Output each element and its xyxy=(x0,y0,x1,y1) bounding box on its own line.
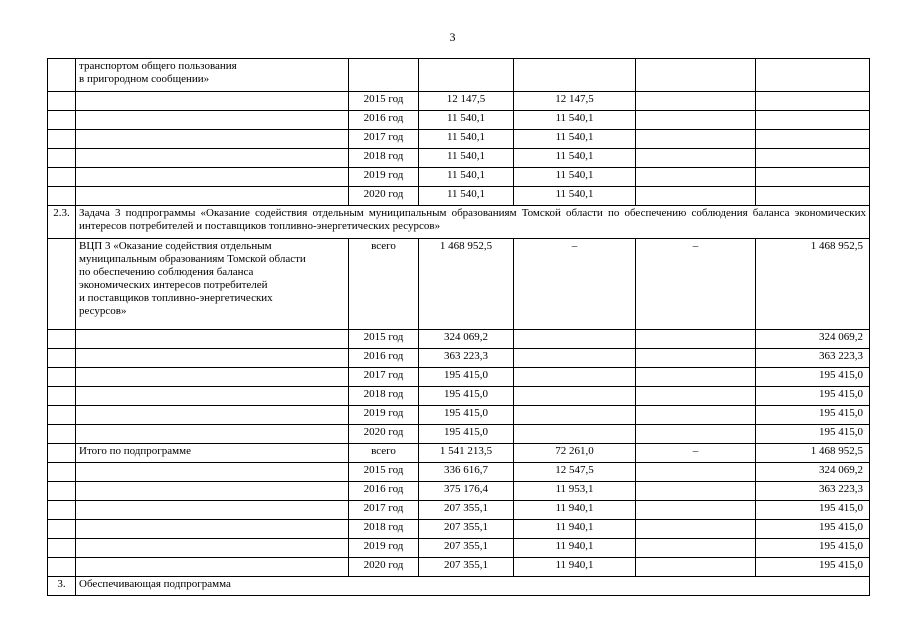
row-index xyxy=(48,387,76,406)
source-1-cell: 11 540,1 xyxy=(514,168,636,187)
total-cell: 207 355,1 xyxy=(419,501,514,520)
total-cell: 195 415,0 xyxy=(419,387,514,406)
row-index xyxy=(48,425,76,444)
source-3-cell xyxy=(756,111,870,130)
row-label xyxy=(76,539,349,558)
total-cell: 11 540,1 xyxy=(419,187,514,206)
row-label xyxy=(76,463,349,482)
source-2-cell xyxy=(636,111,756,130)
row-index xyxy=(48,406,76,425)
source-3-cell: 195 415,0 xyxy=(756,520,870,539)
row-label xyxy=(76,111,349,130)
source-1-cell xyxy=(514,349,636,368)
period-cell: 2017 год xyxy=(349,501,419,520)
period-cell: 2017 год xyxy=(349,368,419,387)
row-label xyxy=(76,482,349,501)
period-cell: 2018 год xyxy=(349,387,419,406)
source-2-cell xyxy=(636,130,756,149)
source-1-cell: 11 540,1 xyxy=(514,111,636,130)
source-2-cell xyxy=(636,349,756,368)
source-2-cell xyxy=(636,149,756,168)
source-2-cell: – xyxy=(636,444,756,463)
row-index xyxy=(48,149,76,168)
source-1-cell: 11 540,1 xyxy=(514,149,636,168)
table-row xyxy=(48,349,870,368)
period-cell: 2019 год xyxy=(349,406,419,425)
source-3-cell: 324 069,2 xyxy=(756,330,870,349)
source-2-cell xyxy=(636,368,756,387)
source-2-cell xyxy=(636,520,756,539)
source-3-cell: 363 223,3 xyxy=(756,349,870,368)
total-cell: 195 415,0 xyxy=(419,425,514,444)
source-1-cell: 11 940,1 xyxy=(514,539,636,558)
source-3-cell: 195 415,0 xyxy=(756,406,870,425)
total-cell: 1 541 213,5 xyxy=(419,444,514,463)
period-cell: 2015 год xyxy=(349,92,419,111)
source-3-cell: 195 415,0 xyxy=(756,558,870,577)
table-row xyxy=(48,130,870,149)
source-1-cell: 11 940,1 xyxy=(514,501,636,520)
period-cell: 2016 год xyxy=(349,349,419,368)
row-label: ВЦП 3 «Оказание содействия отдельным муниципальным образованиям Томской области по обеспечению соблюдения баланса экономических интересов потребителей и поставщиков топливно-энергетических ресурсов» xyxy=(76,239,349,330)
period-cell: 2020 год xyxy=(349,425,419,444)
source-3-cell xyxy=(756,92,870,111)
row-label xyxy=(76,368,349,387)
source-1-cell: 11 940,1 xyxy=(514,520,636,539)
row-index: 3. xyxy=(48,577,76,596)
source-2-cell xyxy=(636,330,756,349)
source-3-cell: 195 415,0 xyxy=(756,501,870,520)
source-2-cell xyxy=(636,463,756,482)
budget-table xyxy=(47,58,870,596)
period-cell: 2017 год xyxy=(349,130,419,149)
total-cell: 207 355,1 xyxy=(419,520,514,539)
table-row xyxy=(48,444,870,463)
table-row xyxy=(48,539,870,558)
total-cell: 12 147,5 xyxy=(419,92,514,111)
source-3-cell xyxy=(756,59,870,92)
row-label: транспортом общего пользования в пригородном сообщении» xyxy=(76,59,349,92)
table-row xyxy=(48,406,870,425)
source-1-cell xyxy=(514,425,636,444)
period-cell: 2020 год xyxy=(349,558,419,577)
period-cell: 2018 год xyxy=(349,149,419,168)
period-cell: 2016 год xyxy=(349,482,419,501)
source-1-cell xyxy=(514,368,636,387)
row-index xyxy=(48,520,76,539)
table-row xyxy=(48,149,870,168)
row-label xyxy=(76,92,349,111)
row-label xyxy=(76,149,349,168)
total-cell xyxy=(419,59,514,92)
row-index xyxy=(48,368,76,387)
source-1-cell: 11 540,1 xyxy=(514,130,636,149)
source-3-cell: 1 468 952,5 xyxy=(756,444,870,463)
row-index xyxy=(48,539,76,558)
source-2-cell xyxy=(636,92,756,111)
row-index xyxy=(48,130,76,149)
row-index xyxy=(48,187,76,206)
source-3-cell xyxy=(756,187,870,206)
source-2-cell xyxy=(636,558,756,577)
source-2-cell xyxy=(636,501,756,520)
row-index xyxy=(48,482,76,501)
table-row xyxy=(48,558,870,577)
source-2-cell: – xyxy=(636,239,756,330)
table-row xyxy=(48,92,870,111)
source-3-cell xyxy=(756,130,870,149)
period-cell: 2015 год xyxy=(349,463,419,482)
source-3-cell xyxy=(756,168,870,187)
row-index: 2.3. xyxy=(48,206,76,239)
row-index xyxy=(48,330,76,349)
source-3-cell: 195 415,0 xyxy=(756,368,870,387)
row-label xyxy=(76,168,349,187)
source-1-cell: 12 547,5 xyxy=(514,463,636,482)
row-label xyxy=(76,501,349,520)
total-cell: 11 540,1 xyxy=(419,111,514,130)
row-index xyxy=(48,501,76,520)
source-1-cell: 11 940,1 xyxy=(514,558,636,577)
source-1-cell xyxy=(514,406,636,425)
source-1-cell: 11 953,1 xyxy=(514,482,636,501)
row-index xyxy=(48,463,76,482)
source-3-cell: 363 223,3 xyxy=(756,482,870,501)
row-label xyxy=(76,406,349,425)
source-3-cell: 195 415,0 xyxy=(756,539,870,558)
row-label xyxy=(76,425,349,444)
period-cell: 2015 год xyxy=(349,330,419,349)
source-3-cell: 324 069,2 xyxy=(756,463,870,482)
table-row xyxy=(48,482,870,501)
table-row xyxy=(48,206,870,239)
source-2-cell xyxy=(636,168,756,187)
table-row xyxy=(48,111,870,130)
period-cell: всего xyxy=(349,444,419,463)
total-cell: 363 223,3 xyxy=(419,349,514,368)
source-3-cell xyxy=(756,149,870,168)
total-cell: 195 415,0 xyxy=(419,406,514,425)
source-2-cell xyxy=(636,406,756,425)
task-title: Обеспечивающая подпрограмма xyxy=(76,577,870,596)
table-row xyxy=(48,330,870,349)
total-cell: 336 616,7 xyxy=(419,463,514,482)
source-3-cell: 195 415,0 xyxy=(756,387,870,406)
table-row xyxy=(48,425,870,444)
period-cell: 2018 год xyxy=(349,520,419,539)
table-row xyxy=(48,577,870,596)
row-index xyxy=(48,239,76,330)
table-row xyxy=(48,387,870,406)
table-row xyxy=(48,59,870,92)
source-2-cell xyxy=(636,482,756,501)
source-3-cell: 195 415,0 xyxy=(756,425,870,444)
source-1-cell xyxy=(514,387,636,406)
source-2-cell xyxy=(636,59,756,92)
total-cell: 195 415,0 xyxy=(419,368,514,387)
source-3-cell: 1 468 952,5 xyxy=(756,239,870,330)
row-label xyxy=(76,330,349,349)
page-number: 3 xyxy=(449,30,456,44)
total-cell: 207 355,1 xyxy=(419,558,514,577)
source-2-cell xyxy=(636,187,756,206)
row-index xyxy=(48,92,76,111)
row-index xyxy=(48,59,76,92)
row-index xyxy=(48,444,76,463)
row-index xyxy=(48,111,76,130)
row-label xyxy=(76,520,349,539)
source-2-cell xyxy=(636,387,756,406)
source-1-cell: 11 540,1 xyxy=(514,187,636,206)
period-cell xyxy=(349,59,419,92)
source-2-cell xyxy=(636,425,756,444)
total-cell: 11 540,1 xyxy=(419,149,514,168)
period-cell: 2019 год xyxy=(349,168,419,187)
period-cell: 2019 год xyxy=(349,539,419,558)
total-cell: 207 355,1 xyxy=(419,539,514,558)
source-2-cell xyxy=(636,539,756,558)
table-row xyxy=(48,168,870,187)
row-label xyxy=(76,387,349,406)
table-body xyxy=(48,59,870,596)
row-index xyxy=(48,558,76,577)
table-row xyxy=(48,501,870,520)
source-1-cell xyxy=(514,330,636,349)
row-index xyxy=(48,349,76,368)
source-1-cell: 72 261,0 xyxy=(514,444,636,463)
total-cell: 11 540,1 xyxy=(419,130,514,149)
row-index xyxy=(48,168,76,187)
total-cell: 375 176,4 xyxy=(419,482,514,501)
task-title: Задача 3 подпрограммы «Оказание содействия отдельным муниципальным образованиям Томской области по обеспечению соблюдения баланса экономических интересов потребителей и поставщиков топливно-энергетических ресурсов» xyxy=(76,206,870,239)
table-row xyxy=(48,520,870,539)
period-cell: 2016 год xyxy=(349,111,419,130)
row-label: Итого по подпрограмме xyxy=(76,444,349,463)
period-cell: всего xyxy=(349,239,419,330)
table-row xyxy=(48,239,870,330)
row-label xyxy=(76,349,349,368)
period-cell: 2020 год xyxy=(349,187,419,206)
table-row xyxy=(48,187,870,206)
row-label xyxy=(76,130,349,149)
table-row xyxy=(48,368,870,387)
total-cell: 11 540,1 xyxy=(419,168,514,187)
total-cell: 324 069,2 xyxy=(419,330,514,349)
source-1-cell xyxy=(514,59,636,92)
source-1-cell: 12 147,5 xyxy=(514,92,636,111)
row-label xyxy=(76,558,349,577)
total-cell: 1 468 952,5 xyxy=(419,239,514,330)
row-label xyxy=(76,187,349,206)
source-1-cell: – xyxy=(514,239,636,330)
table-row xyxy=(48,463,870,482)
